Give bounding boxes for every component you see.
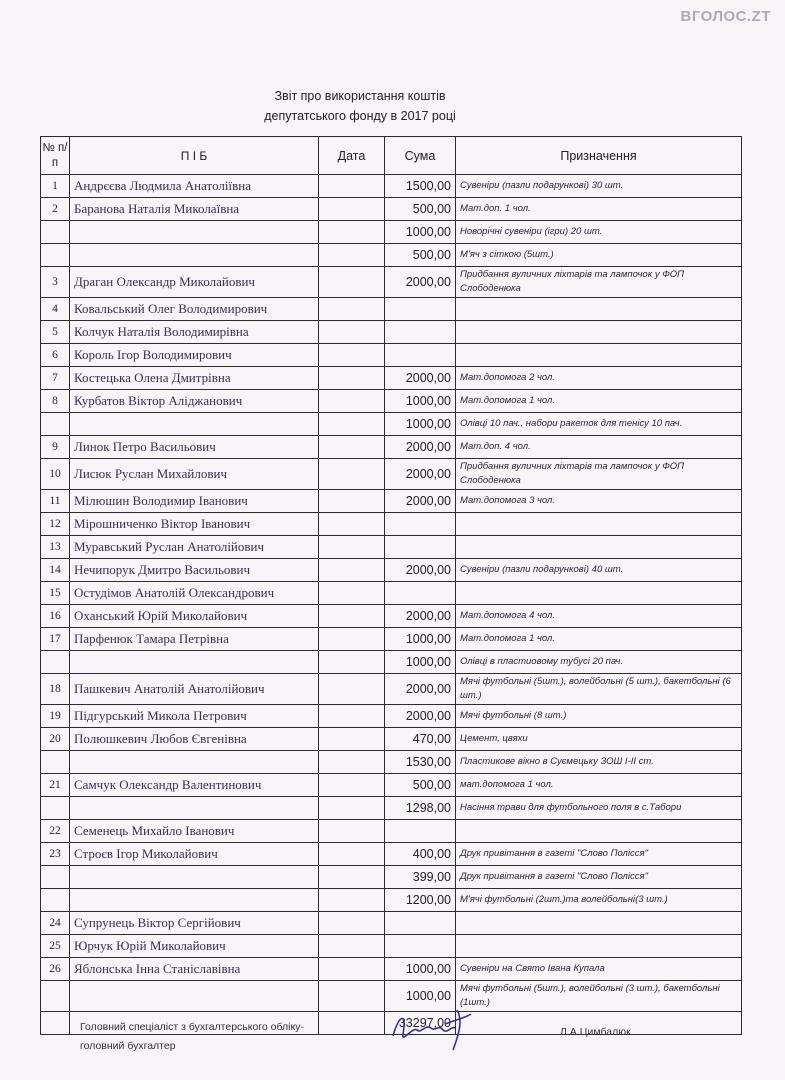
- row-name: Остудімов Анатолій Олександрович: [70, 582, 319, 605]
- table-row: [41, 367, 742, 390]
- row-number: 14: [41, 559, 70, 582]
- table-row: [41, 866, 742, 889]
- row-date: [319, 774, 385, 797]
- table-row: [41, 559, 742, 582]
- row-number: 1: [41, 175, 70, 198]
- row-number: 15: [41, 582, 70, 605]
- row-name: Пашкевич Анатолій Анатолійович: [70, 674, 319, 705]
- row-purpose: Друк привітання в газеті "Слово Полісся": [456, 866, 742, 889]
- table-row: [41, 889, 742, 912]
- row-sum: 1000,00: [385, 651, 456, 674]
- row-name: Семенець Михайло Іванович: [70, 820, 319, 843]
- row-sum: 399,00: [385, 866, 456, 889]
- row-date: [319, 559, 385, 582]
- signer-name: Л.А.Цимбалюк: [560, 1026, 631, 1038]
- position-line-2: головний бухгалтер: [80, 1040, 176, 1052]
- row-purpose: Сувеніри (пазли подарункові) 30 шт.: [456, 175, 742, 198]
- row-date: [319, 628, 385, 651]
- row-purpose: Олівці в пластиовому тубусі 20 пач.: [456, 651, 742, 674]
- row-name: Андрєєва Людмила Анатоліївна: [70, 175, 319, 198]
- row-sum: [385, 513, 456, 536]
- row-number: 9: [41, 436, 70, 459]
- row-purpose: Сувеніри (пазли подарункові) 40 шт.: [456, 559, 742, 582]
- table-row: [41, 459, 742, 490]
- row-name: [70, 866, 319, 889]
- row-sum: 500,00: [385, 774, 456, 797]
- table-row: [41, 843, 742, 866]
- table-row: [41, 413, 742, 436]
- row-purpose: Новорічні сувеніри (ігри) 20 шт.: [456, 221, 742, 244]
- row-name: Супрунець Віктор Сергійович: [70, 912, 319, 935]
- table-row: [41, 244, 742, 267]
- header-num: № п/п: [41, 137, 70, 175]
- row-name: Мілюшин Володимир Іванович: [70, 490, 319, 513]
- table-row: [41, 513, 742, 536]
- table-body: [41, 175, 742, 1012]
- row-date: [319, 935, 385, 958]
- row-date: [319, 674, 385, 705]
- row-sum: 1000,00: [385, 958, 456, 981]
- row-number: 26: [41, 958, 70, 981]
- row-number: 6: [41, 344, 70, 367]
- row-name: Підгурський Микола Петрович: [70, 705, 319, 728]
- row-date: [319, 244, 385, 267]
- table-row: [41, 674, 742, 705]
- row-name: Баранова Наталія Миколаївна: [70, 198, 319, 221]
- table-row: [41, 935, 742, 958]
- header-name: П І Б: [70, 137, 319, 175]
- row-name: [70, 413, 319, 436]
- table-row: [41, 582, 742, 605]
- row-name: Курбатов Віктор Аліджанович: [70, 390, 319, 413]
- row-sum: 1000,00: [385, 221, 456, 244]
- row-purpose: Мат.допомога 1 чол.: [456, 390, 742, 413]
- row-number: 18: [41, 674, 70, 705]
- row-date: [319, 797, 385, 820]
- row-sum: 2000,00: [385, 605, 456, 628]
- row-name: Линок Петро Васильович: [70, 436, 319, 459]
- title-line-2: депутатського фонду в 2017 році: [264, 109, 456, 123]
- row-number: 13: [41, 536, 70, 559]
- row-date: [319, 958, 385, 981]
- table-row: [41, 175, 742, 198]
- row-date: [319, 651, 385, 674]
- row-purpose: Придбання вуличних ліхтарів та лампочок у ФОП Слободенюка: [456, 267, 742, 298]
- total-sum: 33297,00: [385, 1012, 456, 1035]
- row-purpose: Мат.доп. 4 чол.: [456, 436, 742, 459]
- row-purpose: Цемент, цвяхи: [456, 728, 742, 751]
- table-row: [41, 536, 742, 559]
- row-date: [319, 175, 385, 198]
- row-purpose: Пластикове вікно в Суємецьку ЗОШ І-ІІ ст.: [456, 751, 742, 774]
- row-name: [70, 797, 319, 820]
- row-name: Парфенюк Тамара Петрівна: [70, 628, 319, 651]
- row-purpose: [456, 935, 742, 958]
- row-number: 22: [41, 820, 70, 843]
- row-sum: [385, 321, 456, 344]
- row-number: [41, 413, 70, 436]
- table-row: [41, 321, 742, 344]
- row-sum: 2000,00: [385, 367, 456, 390]
- row-number: [41, 889, 70, 912]
- row-number: 12: [41, 513, 70, 536]
- row-purpose: [456, 912, 742, 935]
- row-date: [319, 605, 385, 628]
- row-sum: 2000,00: [385, 436, 456, 459]
- row-purpose: [456, 536, 742, 559]
- header-purpose: Призначення: [456, 137, 742, 175]
- table-row: [41, 651, 742, 674]
- row-sum: 2000,00: [385, 705, 456, 728]
- row-name: Костецька Олена Дмитрівна: [70, 367, 319, 390]
- row-number: 10: [41, 459, 70, 490]
- table-row: [41, 958, 742, 981]
- row-date: [319, 221, 385, 244]
- header-date: Дата: [319, 137, 385, 175]
- row-purpose: Друк привітання в газеті "Слово Полісся": [456, 843, 742, 866]
- row-number: 21: [41, 774, 70, 797]
- table-row: [41, 298, 742, 321]
- row-name: Ковальський Олег Володимирович: [70, 298, 319, 321]
- row-name: Муравський Руслан Анатолійович: [70, 536, 319, 559]
- row-number: 19: [41, 705, 70, 728]
- row-date: [319, 490, 385, 513]
- row-sum: 2000,00: [385, 459, 456, 490]
- row-number: [41, 651, 70, 674]
- row-purpose: Сувеніри на Свято Івана Купала: [456, 958, 742, 981]
- row-date: [319, 344, 385, 367]
- header-sum: Сума: [385, 137, 456, 175]
- watermark-logo: ВГОЛОС.ZT: [680, 8, 771, 25]
- row-date: [319, 866, 385, 889]
- row-purpose: [456, 344, 742, 367]
- row-number: 8: [41, 390, 70, 413]
- row-number: 23: [41, 843, 70, 866]
- row-purpose: М'ячі футбольні (2шт.)та волейбольні(3 шт.): [456, 889, 742, 912]
- table-row: [41, 344, 742, 367]
- row-date: [319, 267, 385, 298]
- row-sum: [385, 935, 456, 958]
- row-sum: 1200,00: [385, 889, 456, 912]
- row-sum: 500,00: [385, 198, 456, 221]
- row-sum: 1298,00: [385, 797, 456, 820]
- row-sum: [385, 344, 456, 367]
- row-name: [70, 221, 319, 244]
- row-date: [319, 820, 385, 843]
- table-row: [41, 221, 742, 244]
- row-name: [70, 244, 319, 267]
- row-number: 7: [41, 367, 70, 390]
- row-purpose: М'яч з сіткою (5шт.): [456, 244, 742, 267]
- row-name: [70, 651, 319, 674]
- report-table: [40, 136, 742, 1035]
- row-name: Оханський Юрій Миколайович: [70, 605, 319, 628]
- row-date: [319, 705, 385, 728]
- row-date: [319, 321, 385, 344]
- row-purpose: [456, 321, 742, 344]
- row-name: Самчук Олександр Валентинович: [70, 774, 319, 797]
- row-purpose: мат.допомога 1 чол.: [456, 774, 742, 797]
- table-row: [41, 490, 742, 513]
- row-sum: 2000,00: [385, 674, 456, 705]
- row-date: [319, 198, 385, 221]
- row-sum: 1000,00: [385, 413, 456, 436]
- row-purpose: Мат.допомога 2 чол.: [456, 367, 742, 390]
- table-header-row: [41, 137, 742, 175]
- row-purpose: [456, 298, 742, 321]
- row-number: 5: [41, 321, 70, 344]
- row-name: Колчук Наталія Володимирівна: [70, 321, 319, 344]
- table-row: [41, 797, 742, 820]
- row-date: [319, 843, 385, 866]
- table-row: [41, 198, 742, 221]
- row-name: Нечипорук Дмитро Васильович: [70, 559, 319, 582]
- table-row: [41, 390, 742, 413]
- row-number: 20: [41, 728, 70, 751]
- row-sum: 2000,00: [385, 267, 456, 298]
- table-row: [41, 605, 742, 628]
- table-row: [41, 705, 742, 728]
- row-date: [319, 413, 385, 436]
- row-name: Лисюк Руслан Михайлович: [70, 459, 319, 490]
- table-row: [41, 820, 742, 843]
- row-date: [319, 728, 385, 751]
- row-sum: 470,00: [385, 728, 456, 751]
- row-purpose: Мячі футбольні (8 шт.): [456, 705, 742, 728]
- row-purpose: [456, 582, 742, 605]
- row-sum: 1000,00: [385, 628, 456, 651]
- row-name: Строєв Ігор Миколайович: [70, 843, 319, 866]
- row-number: 11: [41, 490, 70, 513]
- row-number: 3: [41, 267, 70, 298]
- row-purpose: Олівці 10 пач., набори ракеток для тенісу 10 пач.: [456, 413, 742, 436]
- table-row: [41, 267, 742, 298]
- row-date: [319, 367, 385, 390]
- row-date: [319, 298, 385, 321]
- row-name: Драган Олександр Миколайович: [70, 267, 319, 298]
- row-name: Полюшкевич Любов Євгенівна: [70, 728, 319, 751]
- row-purpose: Мячі футбольні (5шт.), волейбольні (3 шт.), бакетбольні (1шт.): [456, 981, 742, 1012]
- row-purpose: Мат.доп. 1 чол.: [456, 198, 742, 221]
- row-sum: 2000,00: [385, 559, 456, 582]
- row-name: [70, 981, 319, 1012]
- table-row: [41, 628, 742, 651]
- signer-position: [80, 1018, 304, 1056]
- document-title: [0, 86, 720, 126]
- position-line-1: Головний спеціаліст з бухгалтерського обліку-: [80, 1021, 304, 1033]
- row-purpose: Мат.допомога 4 чол.: [456, 605, 742, 628]
- row-name: [70, 889, 319, 912]
- row-sum: 1000,00: [385, 390, 456, 413]
- row-name: [70, 751, 319, 774]
- row-date: [319, 459, 385, 490]
- row-date: [319, 751, 385, 774]
- row-name: Король Ігор Володимирович: [70, 344, 319, 367]
- table-row: [41, 912, 742, 935]
- row-sum: [385, 536, 456, 559]
- signature-icon: [385, 1004, 475, 1054]
- row-sum: [385, 820, 456, 843]
- row-sum: 500,00: [385, 244, 456, 267]
- row-sum: 1000,00: [385, 981, 456, 1012]
- row-number: 24: [41, 912, 70, 935]
- table-row: [41, 436, 742, 459]
- row-sum: [385, 912, 456, 935]
- row-sum: [385, 582, 456, 605]
- row-date: [319, 981, 385, 1012]
- row-number: 25: [41, 935, 70, 958]
- row-number: [41, 221, 70, 244]
- row-purpose: Мат.допомога 3 чол.: [456, 490, 742, 513]
- row-sum: [385, 298, 456, 321]
- row-purpose: [456, 513, 742, 536]
- row-number: [41, 244, 70, 267]
- row-date: [319, 536, 385, 559]
- row-date: [319, 436, 385, 459]
- title-line-1: Звіт про використання коштів: [274, 89, 446, 103]
- row-purpose: Мат.допомога 1 чол.: [456, 628, 742, 651]
- row-date: [319, 582, 385, 605]
- row-sum: 400,00: [385, 843, 456, 866]
- row-number: 17: [41, 628, 70, 651]
- table-row: [41, 751, 742, 774]
- row-purpose: Придбання вуличних ліхтарів та лампочок у ФОП Слободенюка: [456, 459, 742, 490]
- row-sum: 1530,00: [385, 751, 456, 774]
- table-row: [41, 774, 742, 797]
- row-sum: 2000,00: [385, 490, 456, 513]
- row-name: Яблонська Інна Станіславівна: [70, 958, 319, 981]
- row-purpose: Насіння трави для футбольного поля в с.Табори: [456, 797, 742, 820]
- row-purpose: [456, 820, 742, 843]
- row-name: Юрчук Юрій Миколайович: [70, 935, 319, 958]
- row-sum: 1500,00: [385, 175, 456, 198]
- row-date: [319, 390, 385, 413]
- row-number: 2: [41, 198, 70, 221]
- row-name: Мірошниченко Віктор Іванович: [70, 513, 319, 536]
- table-row: [41, 728, 742, 751]
- row-number: [41, 797, 70, 820]
- row-number: [41, 981, 70, 1012]
- row-date: [319, 889, 385, 912]
- row-number: 4: [41, 298, 70, 321]
- row-purpose: Мячі футбольні (5шт.), волейбольні (5 шт.), бакетбольні (6 шт.): [456, 674, 742, 705]
- row-date: [319, 513, 385, 536]
- row-number: [41, 866, 70, 889]
- row-date: [319, 912, 385, 935]
- row-number: 16: [41, 605, 70, 628]
- row-number: [41, 751, 70, 774]
